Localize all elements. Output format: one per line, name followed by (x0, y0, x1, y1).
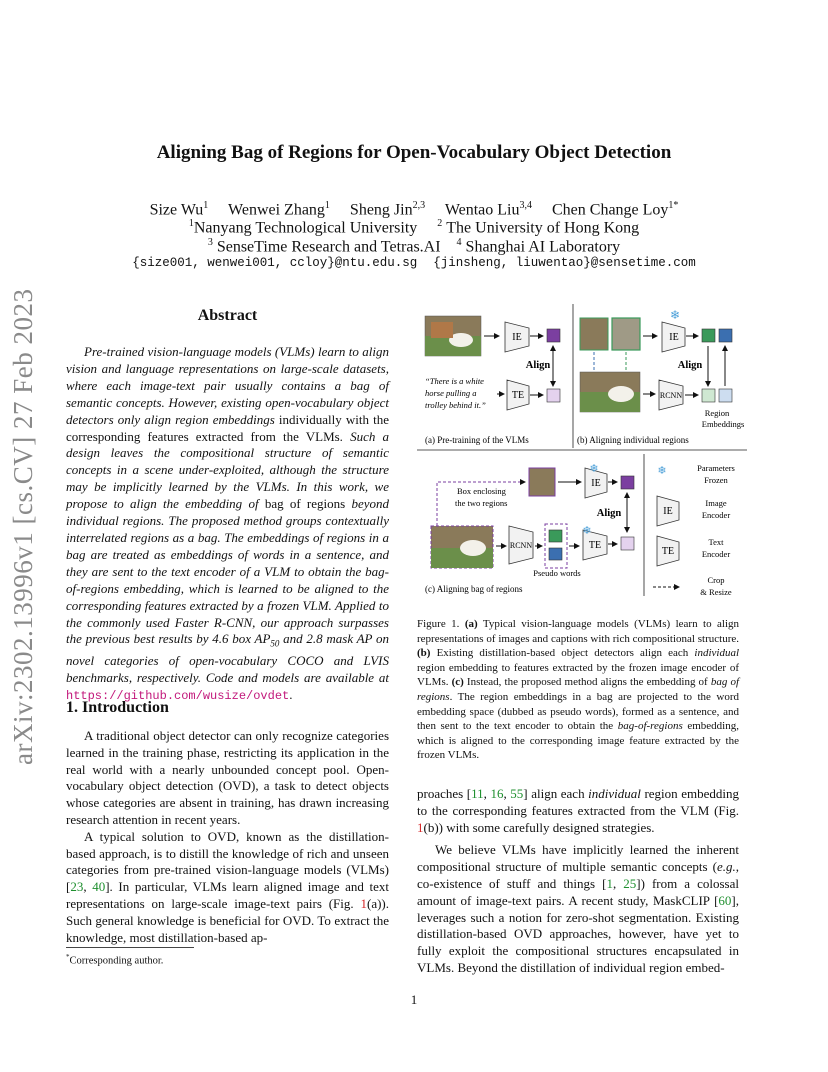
citation-link[interactable]: 16 (490, 786, 504, 801)
footnote (66, 953, 163, 967)
caption-text: embedding, which is aligned to the corresponding image feature extracted by the frozen VLMs. (417, 720, 739, 762)
align-label: Align (677, 360, 703, 371)
text-run: We believe VLMs have implicitly learned the inherent compositional structure of multiple semantic concepts ( (417, 842, 739, 875)
citation-link[interactable]: 55 (510, 786, 524, 801)
right-paragraph-2: We believe VLMs have implicitly learned the inherent compositional structure of multiple semantic concepts (e.g., co-existence of stuff and things [1, 25]) from a colossal amount of image-text pairs. A recent study, MaskCLIP [60], leverages such a notion for zero-shot segmentation. Existing distillation-based OVD approaches, however, have yet to fully exploit the compositional structures encapsulated in VLMs. Beyond the distillation of individual region embed- (417, 842, 739, 975)
author-name: Sheng Jin (349, 201, 413, 219)
caption-text: Instead, the proposed method aligns the embedding of (463, 676, 711, 689)
affil-sup: 3 (207, 237, 213, 248)
image-embedding (547, 329, 560, 342)
legend-text-encoder: Text (708, 537, 724, 547)
abstract-text-upright: individually with the corresponding features extracted from the VLMs. (66, 411, 389, 444)
caption-italic: individual (694, 647, 739, 660)
citation-link[interactable]: 23 (70, 879, 84, 895)
legend-crop-label: Crop (707, 575, 725, 585)
affiliation: The University of Hong Kong (446, 219, 640, 237)
subcaption-c: (c) Aligning bag of regions (425, 584, 523, 594)
text-run: region embedding to the corresponding features extracted from the VLM (Fig. (417, 786, 739, 818)
rcnn-label: RCNN (659, 391, 683, 400)
pseudo-word-green (549, 530, 562, 542)
ie-label: IE (669, 332, 679, 343)
figure-ref-link[interactable]: 1 (417, 819, 424, 835)
te-label: TE (511, 390, 525, 401)
box-enclosing-label: the two regions (455, 498, 508, 508)
figure-ref-link[interactable]: 1 (360, 895, 367, 911)
right-paragraph-1: proaches [11, 16, 55] align each individual region embedding to the corresponding features extracted from the VLM (Fig. 1(b)) with some carefully designed strategies. (417, 786, 739, 835)
legend-text-encoder: Encoder (701, 549, 731, 559)
align-label: Align (596, 508, 622, 519)
affil-sup: 4 (456, 237, 462, 248)
legend-te-label: TE (661, 546, 675, 557)
affiliation-line-2 (0, 233, 828, 257)
caption-text: region embedding to features extracted by the frozen image encoder of VLMs. (417, 661, 739, 689)
caption-label: Figure 1. (417, 618, 465, 630)
text-run: , co-existence of stuff and things [ (417, 859, 739, 891)
affiliation: Nanyang Technological University (193, 219, 418, 237)
footnote-mark: * (66, 953, 70, 961)
author-sup: 1 (324, 200, 330, 211)
bag-of-regions-embedding (621, 537, 634, 550)
legend (653, 463, 735, 597)
email-ntu: {size001, wenwei001, ccloy}@ntu.edu.sg (132, 256, 418, 270)
legend-frozen-label: Frozen (704, 475, 728, 485)
author-name: Wenwei Zhang (228, 201, 325, 219)
frozen-snowflake-icon: ❄ (589, 463, 599, 475)
region-embedding-blue (719, 389, 732, 402)
photo-horse (608, 386, 634, 402)
bag-crop-image (529, 468, 555, 496)
caption-bold: (c) (451, 676, 464, 689)
author-name: Wentao Liu (444, 201, 520, 219)
text-run: ]) from a colossal amount of image-text pairs. A recent study, MaskCLIP [ (417, 875, 739, 908)
box-enclosing-label: Box enclosing (457, 486, 506, 496)
right-column-body (417, 786, 739, 977)
code-link[interactable]: https://github.com/wusize/ovdet (66, 688, 290, 703)
region-embeddings-label: Region (704, 408, 730, 418)
figure-1-caption (417, 617, 739, 763)
affiliation: SenseTime Research and Tetras.AI (216, 238, 441, 256)
image-embedding-green (702, 329, 715, 342)
abstract-text: and 2.8 mask AP on novel categories of open-vocabulary COCO and LVIS benchmarks, respectively. Code and models are available at (66, 631, 389, 685)
author-sup: 2,3 (412, 200, 426, 211)
legend-image-encoder: Image (705, 498, 727, 508)
abstract-text: beyond individual regions. The proposed method groups contextually interrelated regions as a bag. The embeddings of regions in a bag are treated as embeddings of words in a sentence, and they are sent to the text encoder of a VLM to obtain the bag-of-regions embedding, which is learned to be aligned to the corresponding features extracted by a frozen VLM. Applied to the commonly used Faster R-CNN, our approach surpasses the previous best results by 4.6 box AP (66, 496, 389, 647)
ap50-subscript: 50 (270, 639, 280, 649)
affil-sup: 1 (188, 218, 194, 229)
align-label: Align (525, 360, 551, 371)
text-run: ], leverages such a notion for zero-shot segmentation. Existing distillation-based OVD approaches, however, have yet to fully exploit the compositional structures encapsulated in VLMs. Beyond the distillation of individual region embed- (417, 892, 739, 975)
legend-ie-label: IE (663, 506, 673, 517)
abstract-body (66, 344, 389, 705)
text-run: proaches [ (417, 786, 472, 801)
intro-paragraph-2: A typical solution to OVD, known as the distillation-based approach, is to distill the knowledge of rich and unseen categories from pre-trained vision-language models (VLMs) [23, 40]. In particular, VLMs learn aligned image and text representations on large-scale image-text pairs (Fig. 1(a)). Such general knowledge is beneficial for OVD. To extract the knowledge, most distillation-based ap- (66, 828, 389, 945)
text-run: A typical solution to OVD, known as the distillation-based approach, is to distill the knowledge of rich and unseen categories from pre-trained vision-language models (VLMs) [ (66, 828, 389, 895)
caption-text: Typical vision-language models (VLMs) learn to align representations of images and captions with rich compositional structure. (417, 618, 739, 645)
caption-text: Existing distillation-based object detectors align each (430, 647, 695, 660)
legend-frozen-label: Parameters (697, 463, 735, 473)
email-line (0, 256, 828, 270)
text-italic: individual (588, 786, 641, 801)
legend-crop-label: & Resize (700, 587, 732, 597)
region-embedding-green (702, 389, 715, 402)
legend-image-encoder: Encoder (701, 510, 731, 520)
crop-region-2 (612, 318, 640, 350)
author-name: Size Wu (149, 201, 204, 219)
abstract-text: Pre-trained vision-language models (VLMs) learn to align vision and language representations on large-scale datasets, where each image-text pair usually contains a bag of semantic concepts. However, existing open-vocabulary object detectors only align region embeddings (66, 344, 389, 427)
affiliation: Shanghai AI Laboratory (465, 238, 621, 256)
ie-label: IE (591, 478, 601, 489)
citation-link[interactable]: 11 (471, 786, 484, 801)
photo-trolley (431, 322, 453, 338)
email-sensetime: {jinsheng, liuwentao}@sensetime.com (433, 256, 696, 270)
abstract-text-upright: bag of regions (258, 496, 346, 512)
intro-body (66, 728, 389, 946)
bag-image-embedding (621, 476, 634, 489)
text-run: (b)) with some carefully designed strategies. (423, 819, 655, 835)
photo-horse (460, 540, 486, 556)
crop-region-1 (580, 318, 608, 350)
text-run: ] align each (523, 786, 589, 801)
region-embeddings-label: Embeddings (701, 419, 745, 429)
footnote-text: Corresponding author. (69, 955, 164, 967)
abstract-text: Such a design leaves the compositional structure of semantic concepts in a scene under-exploited, although the structure may be implicitly learned by the VLMs. In this work, we propose to align the embedding of (66, 428, 389, 512)
rcnn-label: RCNN (509, 541, 533, 550)
section-heading-introduction: 1. Introduction (66, 699, 169, 716)
panel-c (425, 463, 634, 594)
text-run: (a)). Such general knowledge is beneficial for OVD. To extract the knowledge, most distillation-based ap- (66, 895, 389, 945)
citation-link[interactable]: 25 (623, 875, 637, 891)
caption-quote-line: “There is a white (425, 376, 484, 386)
caption-italic: bag-of-regions (617, 720, 683, 733)
panel-a (425, 316, 560, 445)
paper-title: Aligning Bag of Regions for Open-Vocabulary Object Detection (156, 142, 672, 163)
caption-bold: (b) (417, 647, 431, 660)
subcaption-a: (a) Pre-training of the VLMs (425, 435, 529, 445)
frozen-snowflake-icon: ❄ (669, 308, 681, 322)
pseudo-words-label: Pseudo words (533, 568, 581, 578)
citation-link[interactable]: 60 (718, 892, 732, 908)
text-embedding (547, 389, 560, 402)
abstract-end: . (289, 686, 293, 702)
figure-1-diagram (417, 300, 747, 604)
caption-text: . The region embeddings in a bag are projected to the word embedding space (dubbed as pseudo words), formed as a sentence, and then sent to the text encoder to obtain the (417, 690, 739, 733)
caption-bold: (a) (464, 618, 478, 630)
abstract-heading: Abstract (197, 307, 258, 324)
panel-b (577, 308, 744, 445)
text-italic: e.g. (716, 859, 736, 875)
page-number: 1 (410, 992, 418, 1007)
subcaption-b: (b) Aligning individual regions (577, 435, 689, 445)
footnote-divider (66, 947, 194, 948)
arxiv-identifier: arXiv:2302.13996v1 [cs.CV] 27 Feb 2023 (8, 288, 38, 765)
affil-sup: 2 (437, 218, 443, 229)
author-name: Chen Change Loy (552, 201, 669, 219)
citation-link[interactable]: 40 (92, 879, 106, 895)
author-sup: 3,4 (519, 200, 532, 211)
frozen-snowflake-icon: ❄ (582, 525, 592, 537)
text-run: ]. In particular, VLMs learn aligned image and text representations on large-scale image-text pairs (Fig. (66, 879, 389, 911)
ie-label: IE (512, 332, 522, 343)
legend-snowflake-icon: ❄ (657, 465, 667, 477)
author-sup: 1* (668, 200, 679, 211)
caption-quote-line: trolley behind it.” (425, 400, 486, 410)
intro-paragraph-1: A traditional object detector can only recognize categories learned in the training phase, restricting its application in the real world with a nearly unbounded concept pool. Open-vocabulary object detection (OVD), a task to detect objects whose categories are absent in training, has drawn increasing research attention in recent years. (66, 728, 389, 827)
pseudo-word-blue (549, 548, 562, 560)
te-label: TE (588, 540, 602, 551)
caption-quote-line: horse pulling a (425, 388, 477, 398)
citation-link[interactable]: 1 (606, 875, 613, 891)
image-embedding-blue (719, 329, 732, 342)
author-sup: 1 (203, 200, 209, 211)
caption-italic: bag of regions (417, 676, 739, 703)
